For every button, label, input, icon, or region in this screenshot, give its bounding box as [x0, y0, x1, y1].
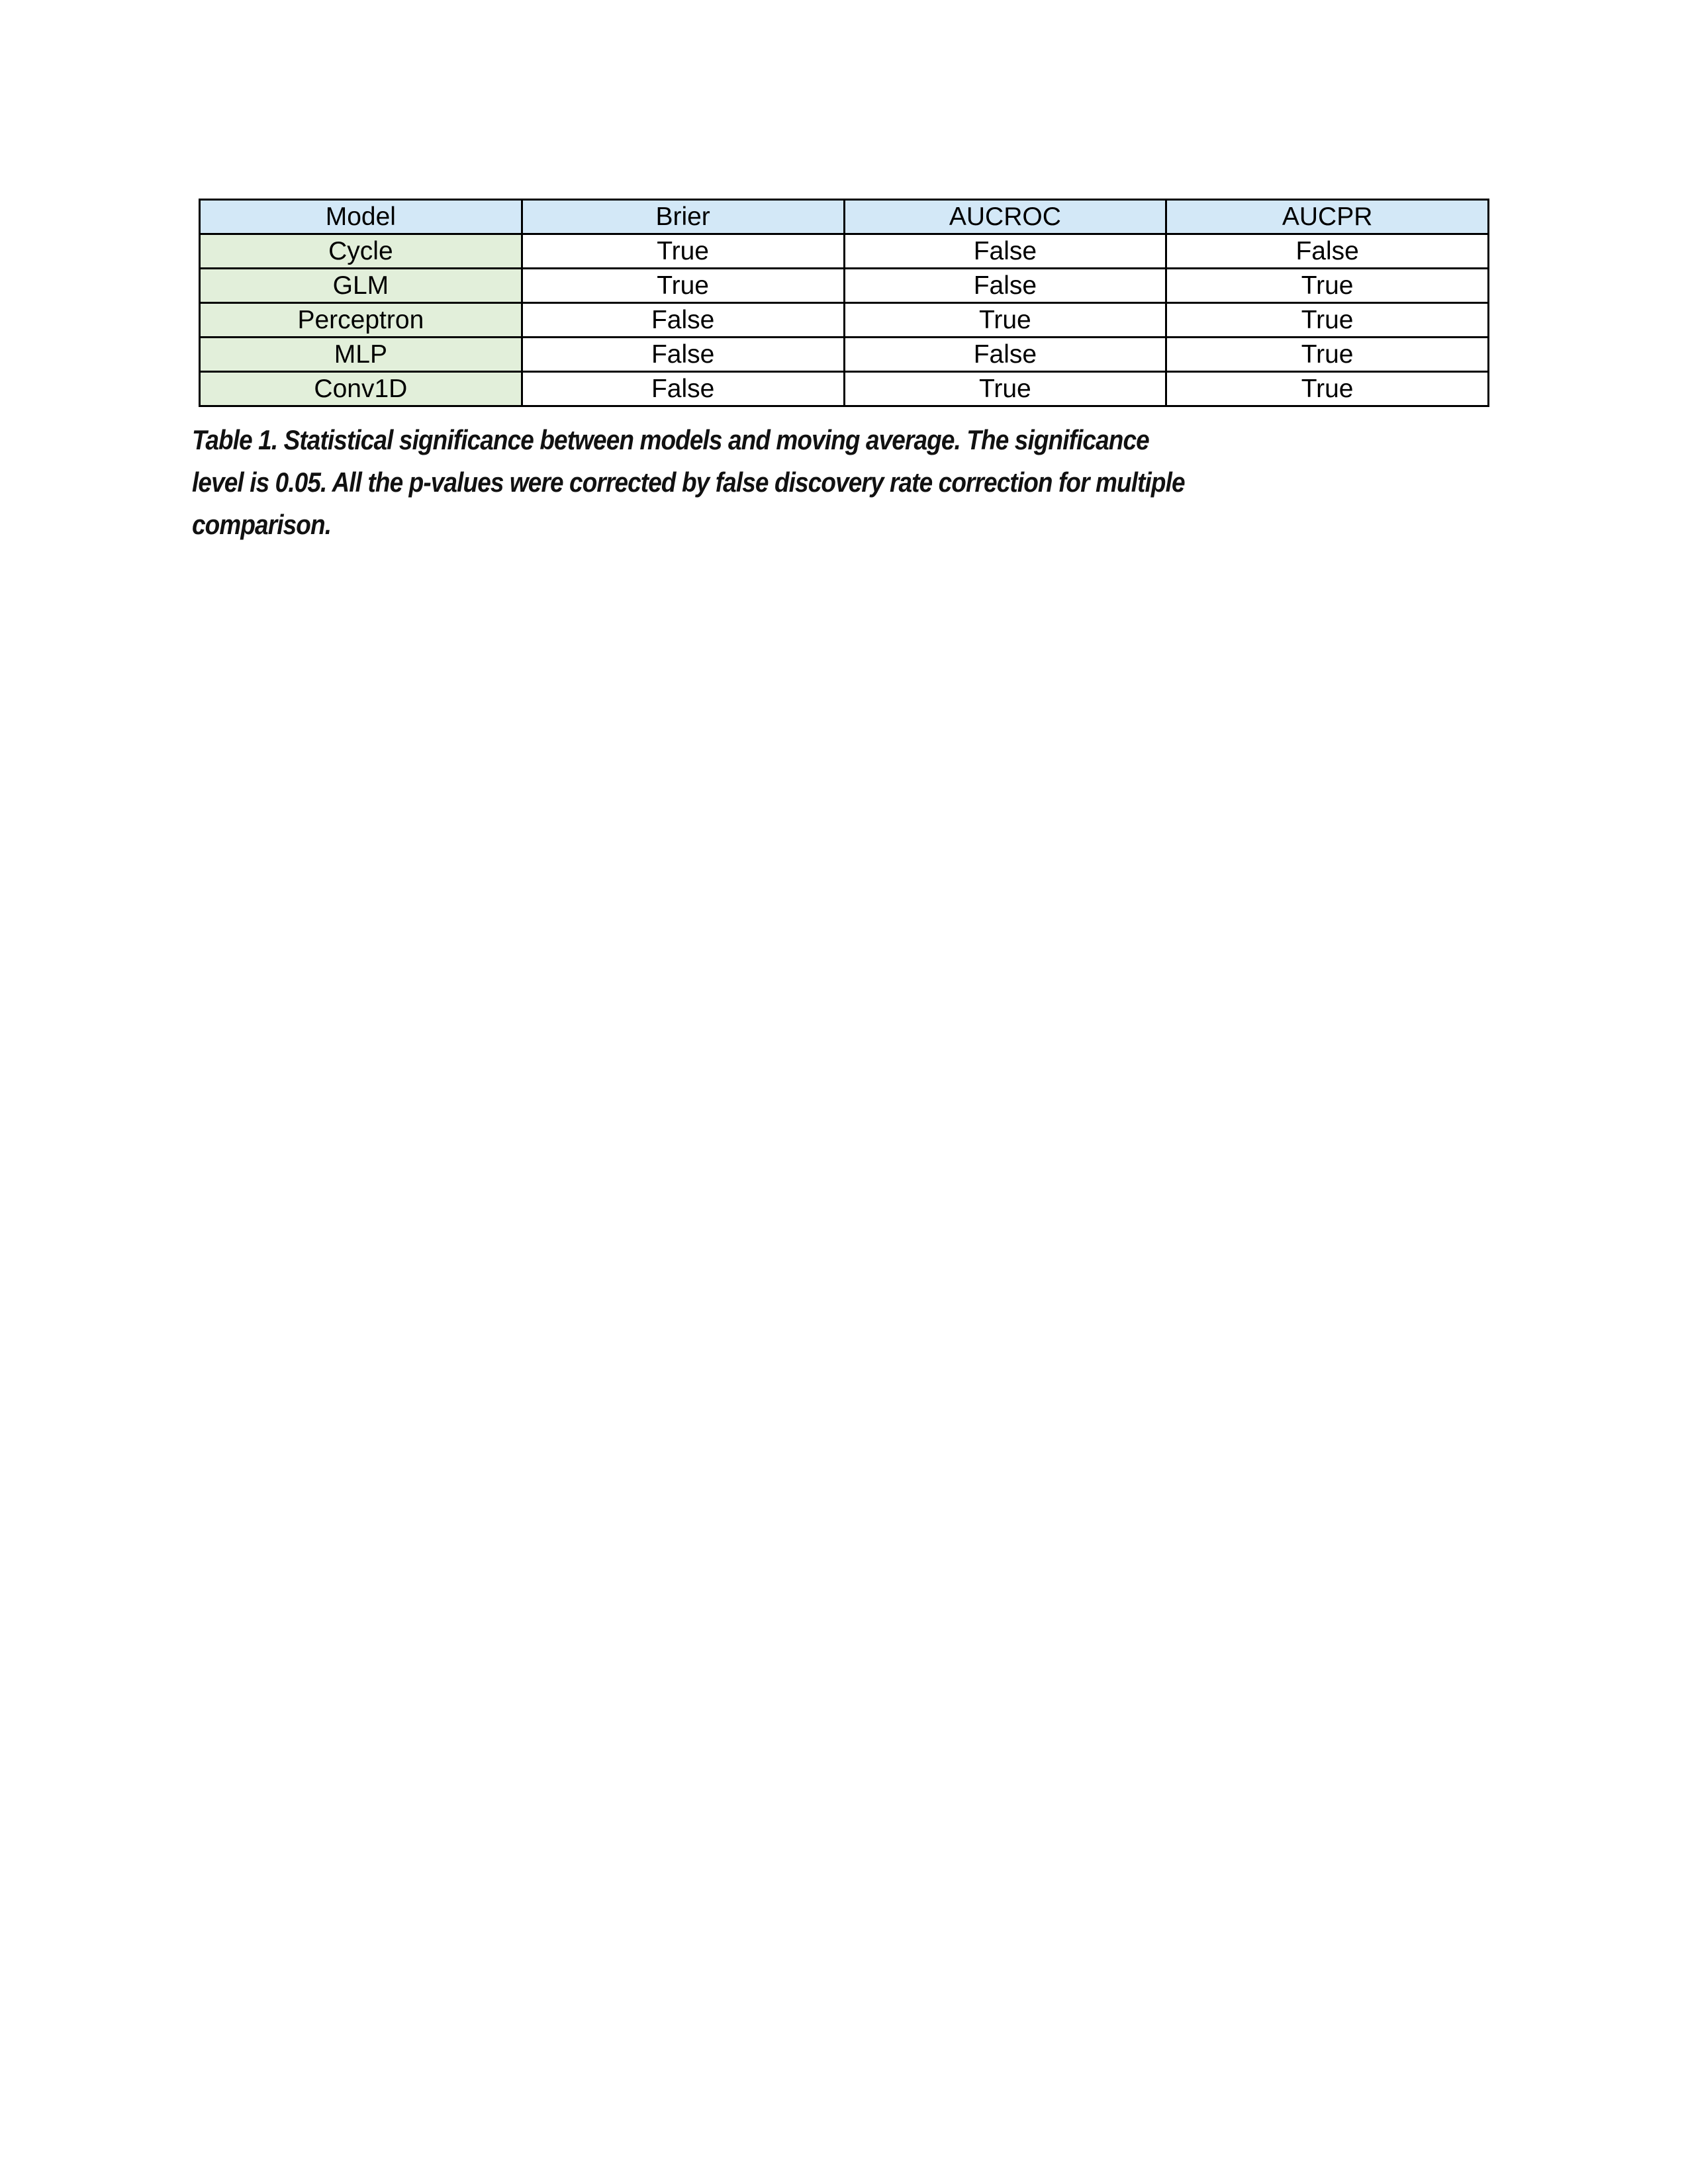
header-cell-aucroc: AUCROC [844, 200, 1166, 234]
header-cell-brier: Brier [522, 200, 844, 234]
table-header-row [200, 200, 1489, 234]
value-cell: True [1166, 303, 1489, 338]
caption-line: comparison. [192, 509, 332, 540]
model-name-cell: GLM [200, 269, 522, 303]
header-cell-model: Model [200, 200, 522, 234]
value-cell: False [844, 234, 1166, 269]
value-cell: False [844, 269, 1166, 303]
value-cell: False [522, 303, 844, 338]
table-row [200, 372, 1489, 406]
model-name-cell: Perceptron [200, 303, 522, 338]
model-name-cell: Conv1D [200, 372, 522, 406]
table-row [200, 234, 1489, 269]
table-caption [192, 419, 1185, 546]
model-name-cell: MLP [200, 338, 522, 372]
value-cell: True [1166, 269, 1489, 303]
table-row [200, 269, 1489, 303]
value-cell: True [844, 372, 1166, 406]
value-cell: True [522, 234, 844, 269]
value-cell: True [522, 269, 844, 303]
significance-table [199, 199, 1489, 407]
table-row [200, 303, 1489, 338]
model-name-cell: Cycle [200, 234, 522, 269]
value-cell: True [844, 303, 1166, 338]
value-cell: True [1166, 372, 1489, 406]
header-cell-aucpr: AUCPR [1166, 200, 1489, 234]
value-cell: False [844, 338, 1166, 372]
table-row [200, 338, 1489, 372]
value-cell: True [1166, 338, 1489, 372]
value-cell: False [1166, 234, 1489, 269]
value-cell: False [522, 372, 844, 406]
value-cell: False [522, 338, 844, 372]
caption-line: Table 1. Statistical significance between models and moving average. The significance [192, 424, 1149, 455]
caption-line: level is 0.05. All the p-values were corrected by false discovery rate correction for multiple [192, 467, 1185, 498]
